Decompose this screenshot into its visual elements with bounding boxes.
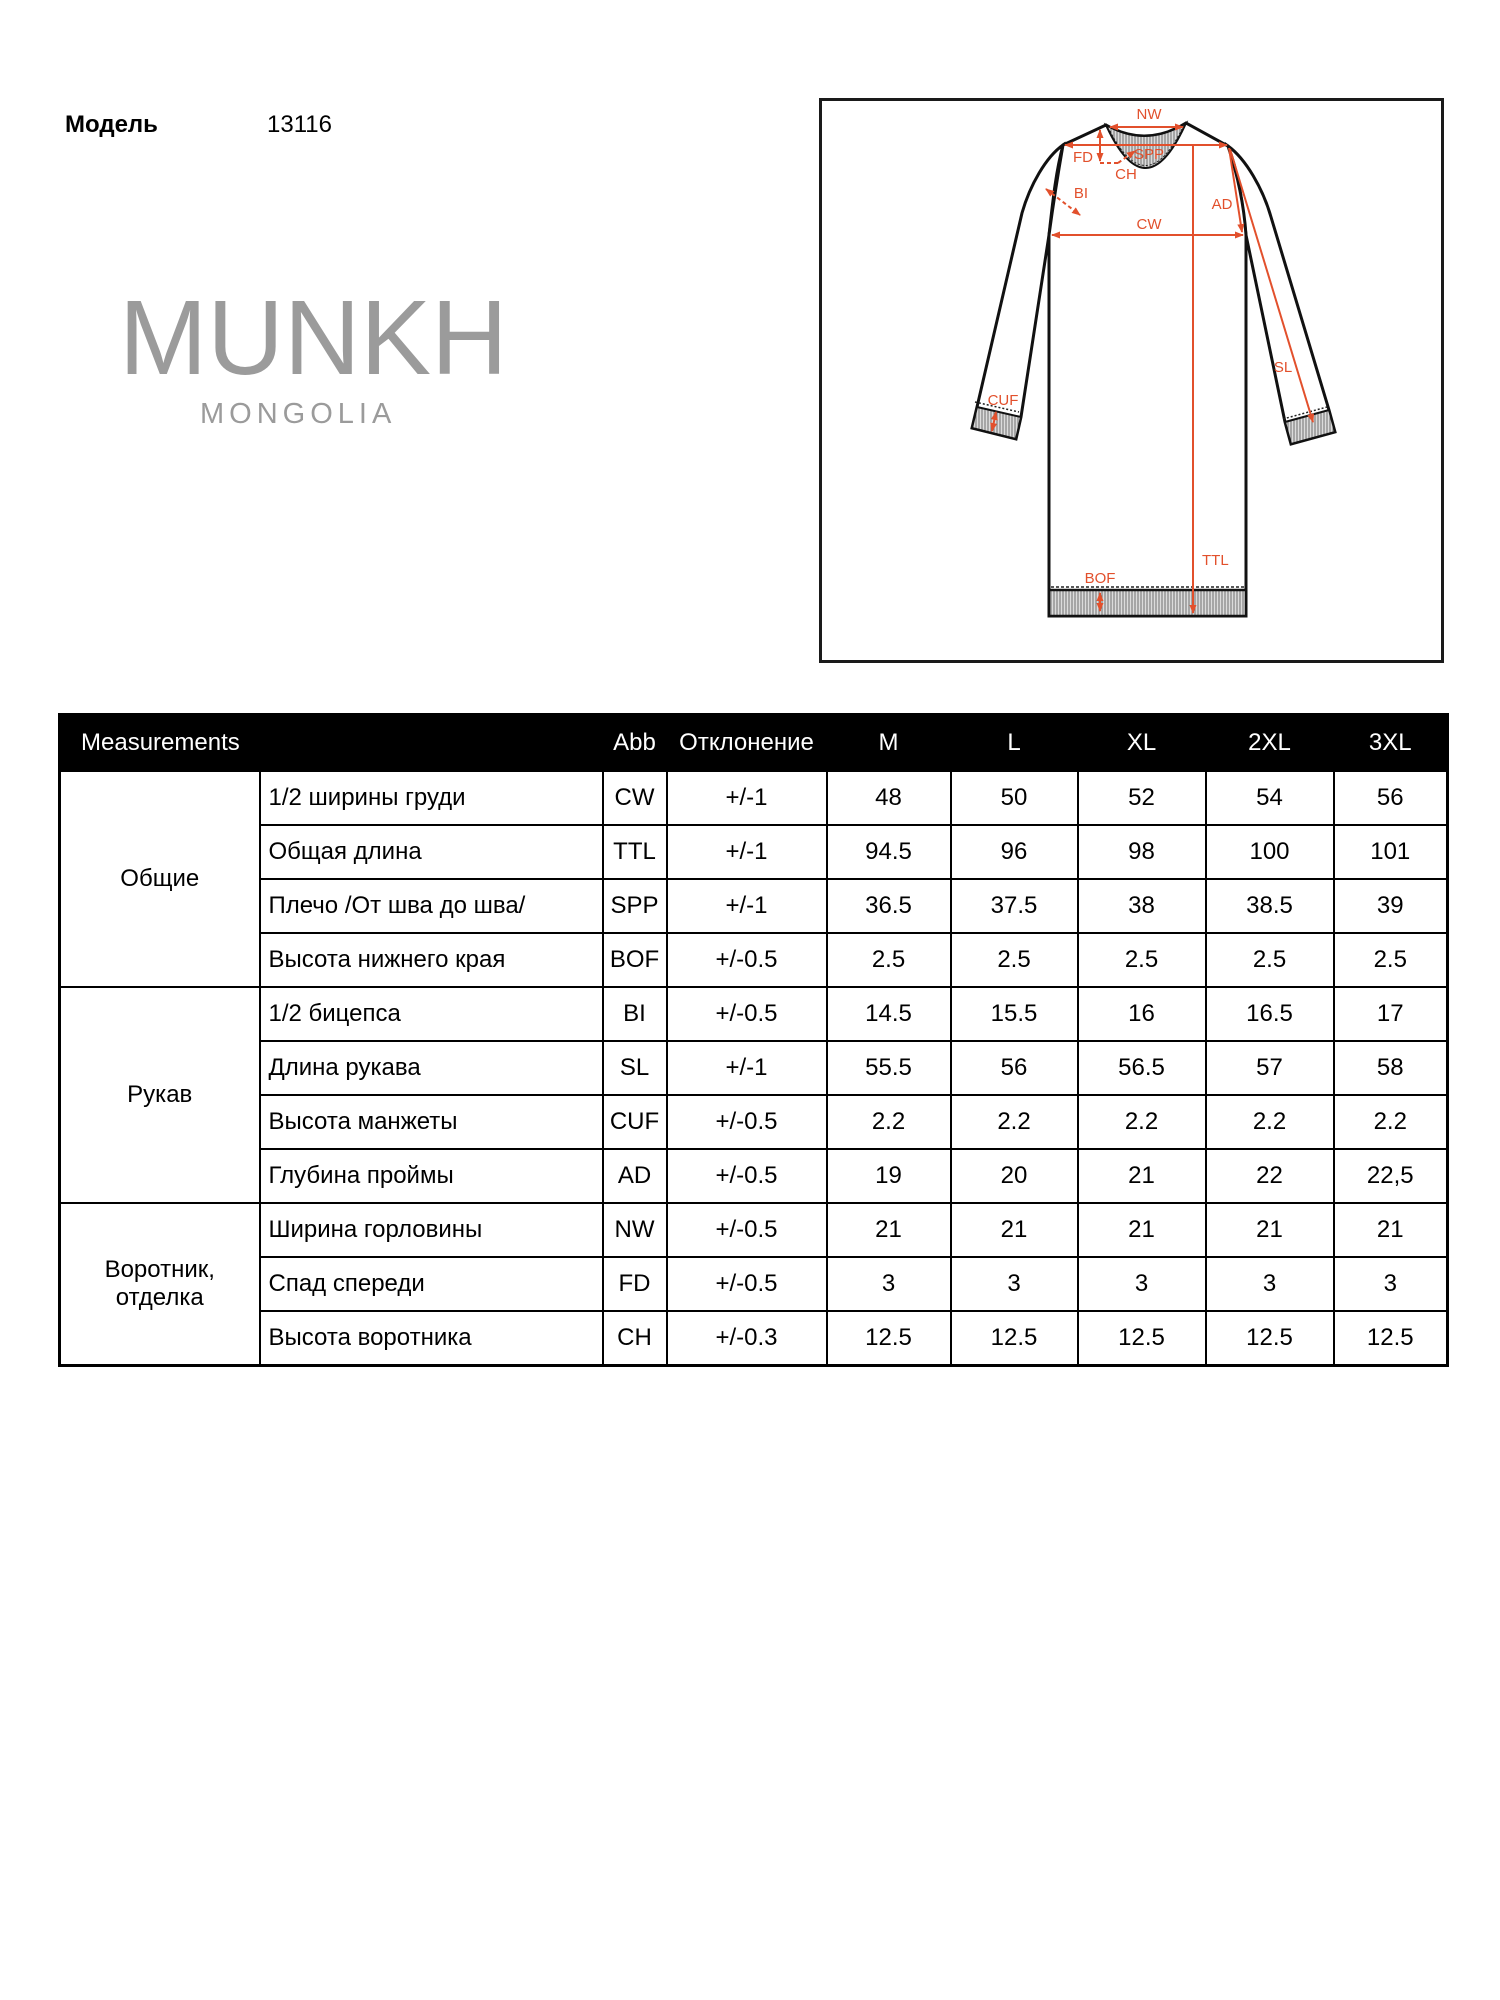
value-cell: 3 (1334, 1257, 1448, 1311)
value-cell: 54 (1206, 771, 1334, 825)
ad-label: AD (1211, 196, 1233, 213)
header-size-2XL: 2XL (1206, 715, 1334, 772)
param-cell: Общая длина (260, 825, 603, 879)
deviation-cell: +/-0.5 (667, 1257, 827, 1311)
model-label: Модель (65, 111, 158, 138)
fd-label: FD (1073, 149, 1093, 166)
value-cell: 12.5 (951, 1311, 1078, 1366)
value-cell: 56 (951, 1041, 1078, 1095)
header-deviation: Отклонение (667, 715, 827, 772)
deviation-cell: +/-0.5 (667, 1203, 827, 1257)
spp-label: SPP (1133, 146, 1165, 163)
cw-label: CW (1136, 216, 1162, 233)
bof-label: BOF (1084, 570, 1116, 587)
param-cell: Глубина проймы (260, 1149, 603, 1203)
value-cell: 36.5 (827, 879, 951, 933)
value-cell: 3 (951, 1257, 1078, 1311)
param-cell: Высота нижнего края (260, 933, 603, 987)
group-cell: Воротник, отделка (60, 1203, 260, 1366)
table-row (60, 1041, 1448, 1095)
header-size-XL: XL (1078, 715, 1206, 772)
table-row (60, 987, 1448, 1041)
value-cell: 50 (951, 771, 1078, 825)
header-measurements: Measurements (60, 715, 603, 772)
value-cell: 2.2 (1078, 1095, 1206, 1149)
brand-logo-subtitle: MONGOLIA (200, 398, 397, 430)
value-cell: 22 (1206, 1149, 1334, 1203)
table-body (60, 771, 1448, 1366)
abb-cell: SPP (603, 879, 667, 933)
abb-cell: AD (603, 1149, 667, 1203)
ch-label: CH (1115, 166, 1137, 183)
value-cell: 2.2 (1334, 1095, 1448, 1149)
value-cell: 21 (1078, 1203, 1206, 1257)
abb-cell: CW (603, 771, 667, 825)
value-cell: 21 (1078, 1149, 1206, 1203)
value-cell: 12.5 (827, 1311, 951, 1366)
value-cell: 21 (1334, 1203, 1448, 1257)
param-cell: 1/2 бицепса (260, 987, 603, 1041)
value-cell: 37.5 (951, 879, 1078, 933)
header-size-3XL: 3XL (1334, 715, 1448, 772)
value-cell: 3 (1206, 1257, 1334, 1311)
table-row (60, 1095, 1448, 1149)
param-cell: Ширина горловины (260, 1203, 603, 1257)
value-cell: 21 (1206, 1203, 1334, 1257)
model-number: 13116 (267, 111, 332, 138)
value-cell: 58 (1334, 1041, 1448, 1095)
value-cell: 12.5 (1078, 1311, 1206, 1366)
param-cell: Высота воротника (260, 1311, 603, 1366)
table-row (60, 879, 1448, 933)
abb-cell: CUF (603, 1095, 667, 1149)
param-cell: Спад спереди (260, 1257, 603, 1311)
param-cell: Длина рукава (260, 1041, 603, 1095)
group-cell: Общие (60, 771, 260, 987)
value-cell: 16 (1078, 987, 1206, 1041)
value-cell: 3 (1078, 1257, 1206, 1311)
value-cell: 56 (1334, 771, 1448, 825)
deviation-cell: +/-0.5 (667, 1095, 827, 1149)
value-cell: 22,5 (1334, 1149, 1448, 1203)
value-cell: 2.5 (951, 933, 1078, 987)
measurements-table (58, 713, 1449, 1367)
deviation-cell: +/-0.3 (667, 1311, 827, 1366)
table-row (60, 1311, 1448, 1366)
table-header (60, 715, 1448, 772)
param-cell: 1/2 ширины груди (260, 771, 603, 825)
table-row (60, 933, 1448, 987)
value-cell: 12.5 (1334, 1311, 1448, 1366)
value-cell: 19 (827, 1149, 951, 1203)
abb-cell: NW (603, 1203, 667, 1257)
abb-cell: FD (603, 1257, 667, 1311)
brand-logo: MUNKH (119, 279, 508, 397)
value-cell: 96 (951, 825, 1078, 879)
value-cell: 2.5 (1206, 933, 1334, 987)
table-row (60, 1149, 1448, 1203)
deviation-cell: +/-0.5 (667, 1149, 827, 1203)
value-cell: 55.5 (827, 1041, 951, 1095)
value-cell: 48 (827, 771, 951, 825)
table-row (60, 1257, 1448, 1311)
value-cell: 2.5 (1334, 933, 1448, 987)
value-cell: 2.2 (951, 1095, 1078, 1149)
value-cell: 14.5 (827, 987, 951, 1041)
nw-label: NW (1136, 106, 1162, 123)
abb-cell: BI (603, 987, 667, 1041)
value-cell: 15.5 (951, 987, 1078, 1041)
deviation-cell: +/-1 (667, 1041, 827, 1095)
value-cell: 21 (951, 1203, 1078, 1257)
bi-label: BI (1073, 185, 1089, 202)
value-cell: 38.5 (1206, 879, 1334, 933)
value-cell: 94.5 (827, 825, 951, 879)
deviation-cell: +/-0.5 (667, 987, 827, 1041)
deviation-cell: +/-0.5 (667, 933, 827, 987)
garment-diagram (822, 101, 1441, 660)
table-row (60, 771, 1448, 825)
abb-cell: BOF (603, 933, 667, 987)
value-cell: 3 (827, 1257, 951, 1311)
value-cell: 52 (1078, 771, 1206, 825)
cuf-label: CUF (987, 392, 1019, 409)
param-cell: Высота манжеты (260, 1095, 603, 1149)
value-cell: 17 (1334, 987, 1448, 1041)
param-cell: Плечо /От шва до шва/ (260, 879, 603, 933)
value-cell: 12.5 (1206, 1311, 1334, 1366)
abb-cell: CH (603, 1311, 667, 1366)
abb-cell: TTL (603, 825, 667, 879)
table-row (60, 1203, 1448, 1257)
table-row (60, 825, 1448, 879)
value-cell: 101 (1334, 825, 1448, 879)
sl-label: SL (1273, 359, 1293, 376)
hem-band (1049, 590, 1246, 616)
value-cell: 2.5 (1078, 933, 1206, 987)
deviation-cell: +/-1 (667, 825, 827, 879)
deviation-cell: +/-1 (667, 879, 827, 933)
value-cell: 20 (951, 1149, 1078, 1203)
header-size-L: L (951, 715, 1078, 772)
value-cell: 100 (1206, 825, 1334, 879)
value-cell: 2.5 (827, 933, 951, 987)
deviation-cell: +/-1 (667, 771, 827, 825)
value-cell: 16.5 (1206, 987, 1334, 1041)
header-size-M: M (827, 715, 951, 772)
garment-diagram-box (819, 98, 1444, 663)
abb-cell: SL (603, 1041, 667, 1095)
value-cell: 21 (827, 1203, 951, 1257)
value-cell: 57 (1206, 1041, 1334, 1095)
value-cell: 39 (1334, 879, 1448, 933)
value-cell: 56.5 (1078, 1041, 1206, 1095)
header-abb: Abb (603, 715, 667, 772)
value-cell: 2.2 (1206, 1095, 1334, 1149)
value-cell: 2.2 (827, 1095, 951, 1149)
ttl-label: TTL (1202, 552, 1229, 569)
value-cell: 98 (1078, 825, 1206, 879)
group-cell: Рукав (60, 987, 260, 1203)
value-cell: 38 (1078, 879, 1206, 933)
